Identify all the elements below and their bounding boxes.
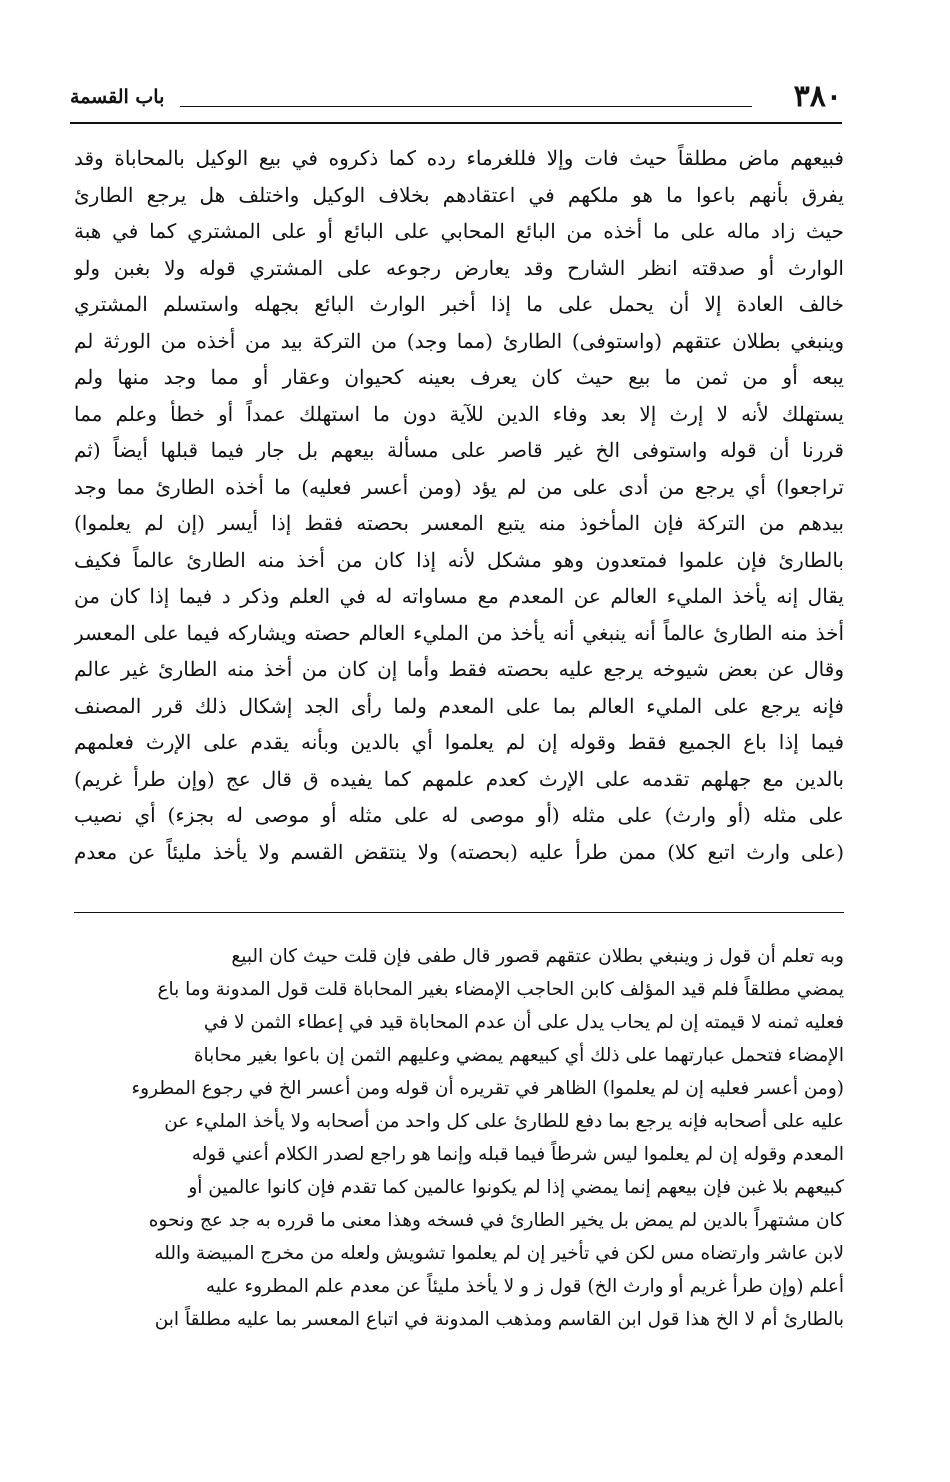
- note-line: عليه على أصحابه فإنه يرجع بما دفع للطارئ على كل واحد من أصحابه ولا يأخذ المليء عن: [164, 1111, 844, 1132]
- note-line: فعليه ثمنه لا قيمته إن لم يحاب يدل على أن عدم المحاباة قيد في إعطاء الثمن لا في: [203, 1012, 844, 1033]
- main-line: بيدهم من التركة فإن المأخوذ منه يتبع المعسر بحصته فقط إذا أيسر (إن لم يعلموا): [74, 511, 844, 535]
- note-line: وبه تعلم أن قول ز وينبغي بطلان عتقهم قصور قال طفى فإن قلت حيث كان البيع: [231, 946, 844, 967]
- page-number: ٣٨٠: [793, 79, 842, 114]
- note-line: المعدم وقوله إن لم يعلموا ليس شرطاً فيما قبله وإنما هو راجع لصدر الكلام أعني قوله: [191, 1144, 844, 1165]
- main-text: [74, 140, 844, 870]
- footnotes: [74, 940, 844, 1336]
- main-line: الوارث أو صدقته انظر الشارح وقد يعارض رجوعه على المشتري قوله ولا بغبن ولو: [74, 255, 844, 280]
- main-line: بالدين مع جهلهم تقدمه على الإرث كعدم علمهم كما يفيده ق قال عج (وإن طرأ غريم): [74, 766, 844, 791]
- main-line: خالف العادة إلا أن يحمل على ما إذا أخبر الوارث البائع بجهله واستسلم المشتري: [74, 292, 844, 316]
- main-line: يقال إنه يأخذ المليء العالم عن المعدم مع مساواته له في العلم وذكر د فيما إذا كان من: [74, 584, 844, 608]
- note-line: (ومن أعسر فعليه إن لم يعلموا) الظاهر في تقريره أن قوله ومن أعسر الخ في رجوع المطروء: [131, 1078, 844, 1099]
- main-line: بالطارئ فإن علموا فمتعدون وهو مشكل لأنه إذا كان من أخذ منه الطارئ عالماً فكيف: [74, 547, 844, 572]
- main-line: فإنه يرجع على المليء العالم بما على المعدم ولما رأى الجد إشكال ذلك قرر المصنف: [74, 693, 844, 718]
- note-line: كبيعهم بلا غبن فإن بيعهم إنما يمضي إذا لم يكونوا عالمين كما تقدم فإن كانوا عالمين أو: [188, 1177, 844, 1198]
- main-line: (على وارث اتبع كلا) ممن طرأ عليه (بحصته) ولا ينتقض القسم ولا يأخذ مليئاً عن معدم: [74, 839, 844, 864]
- note-line: كان مشتهراً بالدين لم يمض بل يخير الطارئ في فسخه وهذا معنى ما قرره به جد عج ونحوه: [148, 1210, 844, 1231]
- main-line: يفرق بأنهم باعوا ما هو ملكهم في اعتقادهم بخلاف الوكيل واختلف هل يرجع الطارئ: [74, 182, 844, 207]
- page-header: [70, 78, 842, 128]
- main-line: فيما إذا باع الجميع فقط وقوله إن لم يعلموا أي بالدين وبأنه يقدم على الإرث فعلمهم: [74, 730, 844, 754]
- main-line: أخذ منه الطارئ عالماً أنه ينبغي أنه يأخذ من المليء العالم حصته ويشاركه فيما على المعسر: [74, 620, 844, 645]
- note-line: لابن عاشر وارتضاه مس لكن في تأخير إن لم يعلموا تشويش ولعله من مخرج المبيضة والله: [154, 1243, 844, 1264]
- note-line: بالطارئ أم لا الخ هذا قول ابن القاسم ومذهب المدونة في اتباع المعسر بما عليه مطلقاً ابن: [154, 1309, 844, 1330]
- running-head: باب القسمة: [70, 86, 165, 108]
- main-line: وينبغي بطلان عتقهم (واستوفى) الطارئ (مما وجد) من التركة بيد من أخذه من الورثة لم: [74, 328, 844, 353]
- header-rule: [70, 122, 842, 124]
- main-line: على مثله (أو وارث) على مثله (أو موصى له على مثله أو موصى له بجزء) أي نصيب: [74, 803, 844, 827]
- main-line: حيث زاد ماله على ما أخذه من البائع المحابي على البائع أو على المشتري كما في هبة: [74, 219, 844, 243]
- note-line: يمضي مطلقاً فلم قيد المؤلف كابن الحاجب الإمضاء بغير المحاباة قلت قول المدونة وما باع: [157, 979, 844, 1000]
- main-line: يستهلك لأنه لا إرث إلا بعد وفاء الدين للآية دون ما استهلك عمداً أو خطأ وعلم مما: [74, 401, 844, 426]
- main-line: يبعه أو من ثمن ما بيع حيث كان يعرف بعينه كحيوان وعقار أو مما وجد منها ولم: [74, 365, 844, 389]
- main-line: تراجعوا) أي يرجع من أدى على من لم يؤد (ومن أعسر فعليه) ما أخذه الطارئ مما وجد: [74, 474, 844, 499]
- footnote-divider: [74, 912, 844, 913]
- note-line: الإمضاء فتحمل عبارتهما على ذلك أي كبيعهم يمضي وعليهم الثمن إن باعوا بغير محاباة: [193, 1045, 844, 1066]
- main-line: فبيعهم ماض مطلقاً حيث فات وإلا فللغرماء رده كما ذكروه في بيع الوكيل بالمحاباة وقد: [74, 146, 844, 170]
- main-line: قررنا أن قوله واستوفى الخ غير قاصر على مسألة بيعهم بل جار فيما قبلها أيضاً (ثم: [74, 438, 844, 462]
- main-line: وقال عن بعض شيوخه يرجع عليه بحصته فقط وأما إن كان من أخذ منه الطارئ غير عالم: [74, 657, 844, 681]
- header-line: [180, 106, 752, 107]
- note-line: أعلم (وإن طرأ غريم أو وارث الخ) قول ز و لا يأخذ مليئاً عن معدم علم المطروء عليه: [205, 1276, 844, 1297]
